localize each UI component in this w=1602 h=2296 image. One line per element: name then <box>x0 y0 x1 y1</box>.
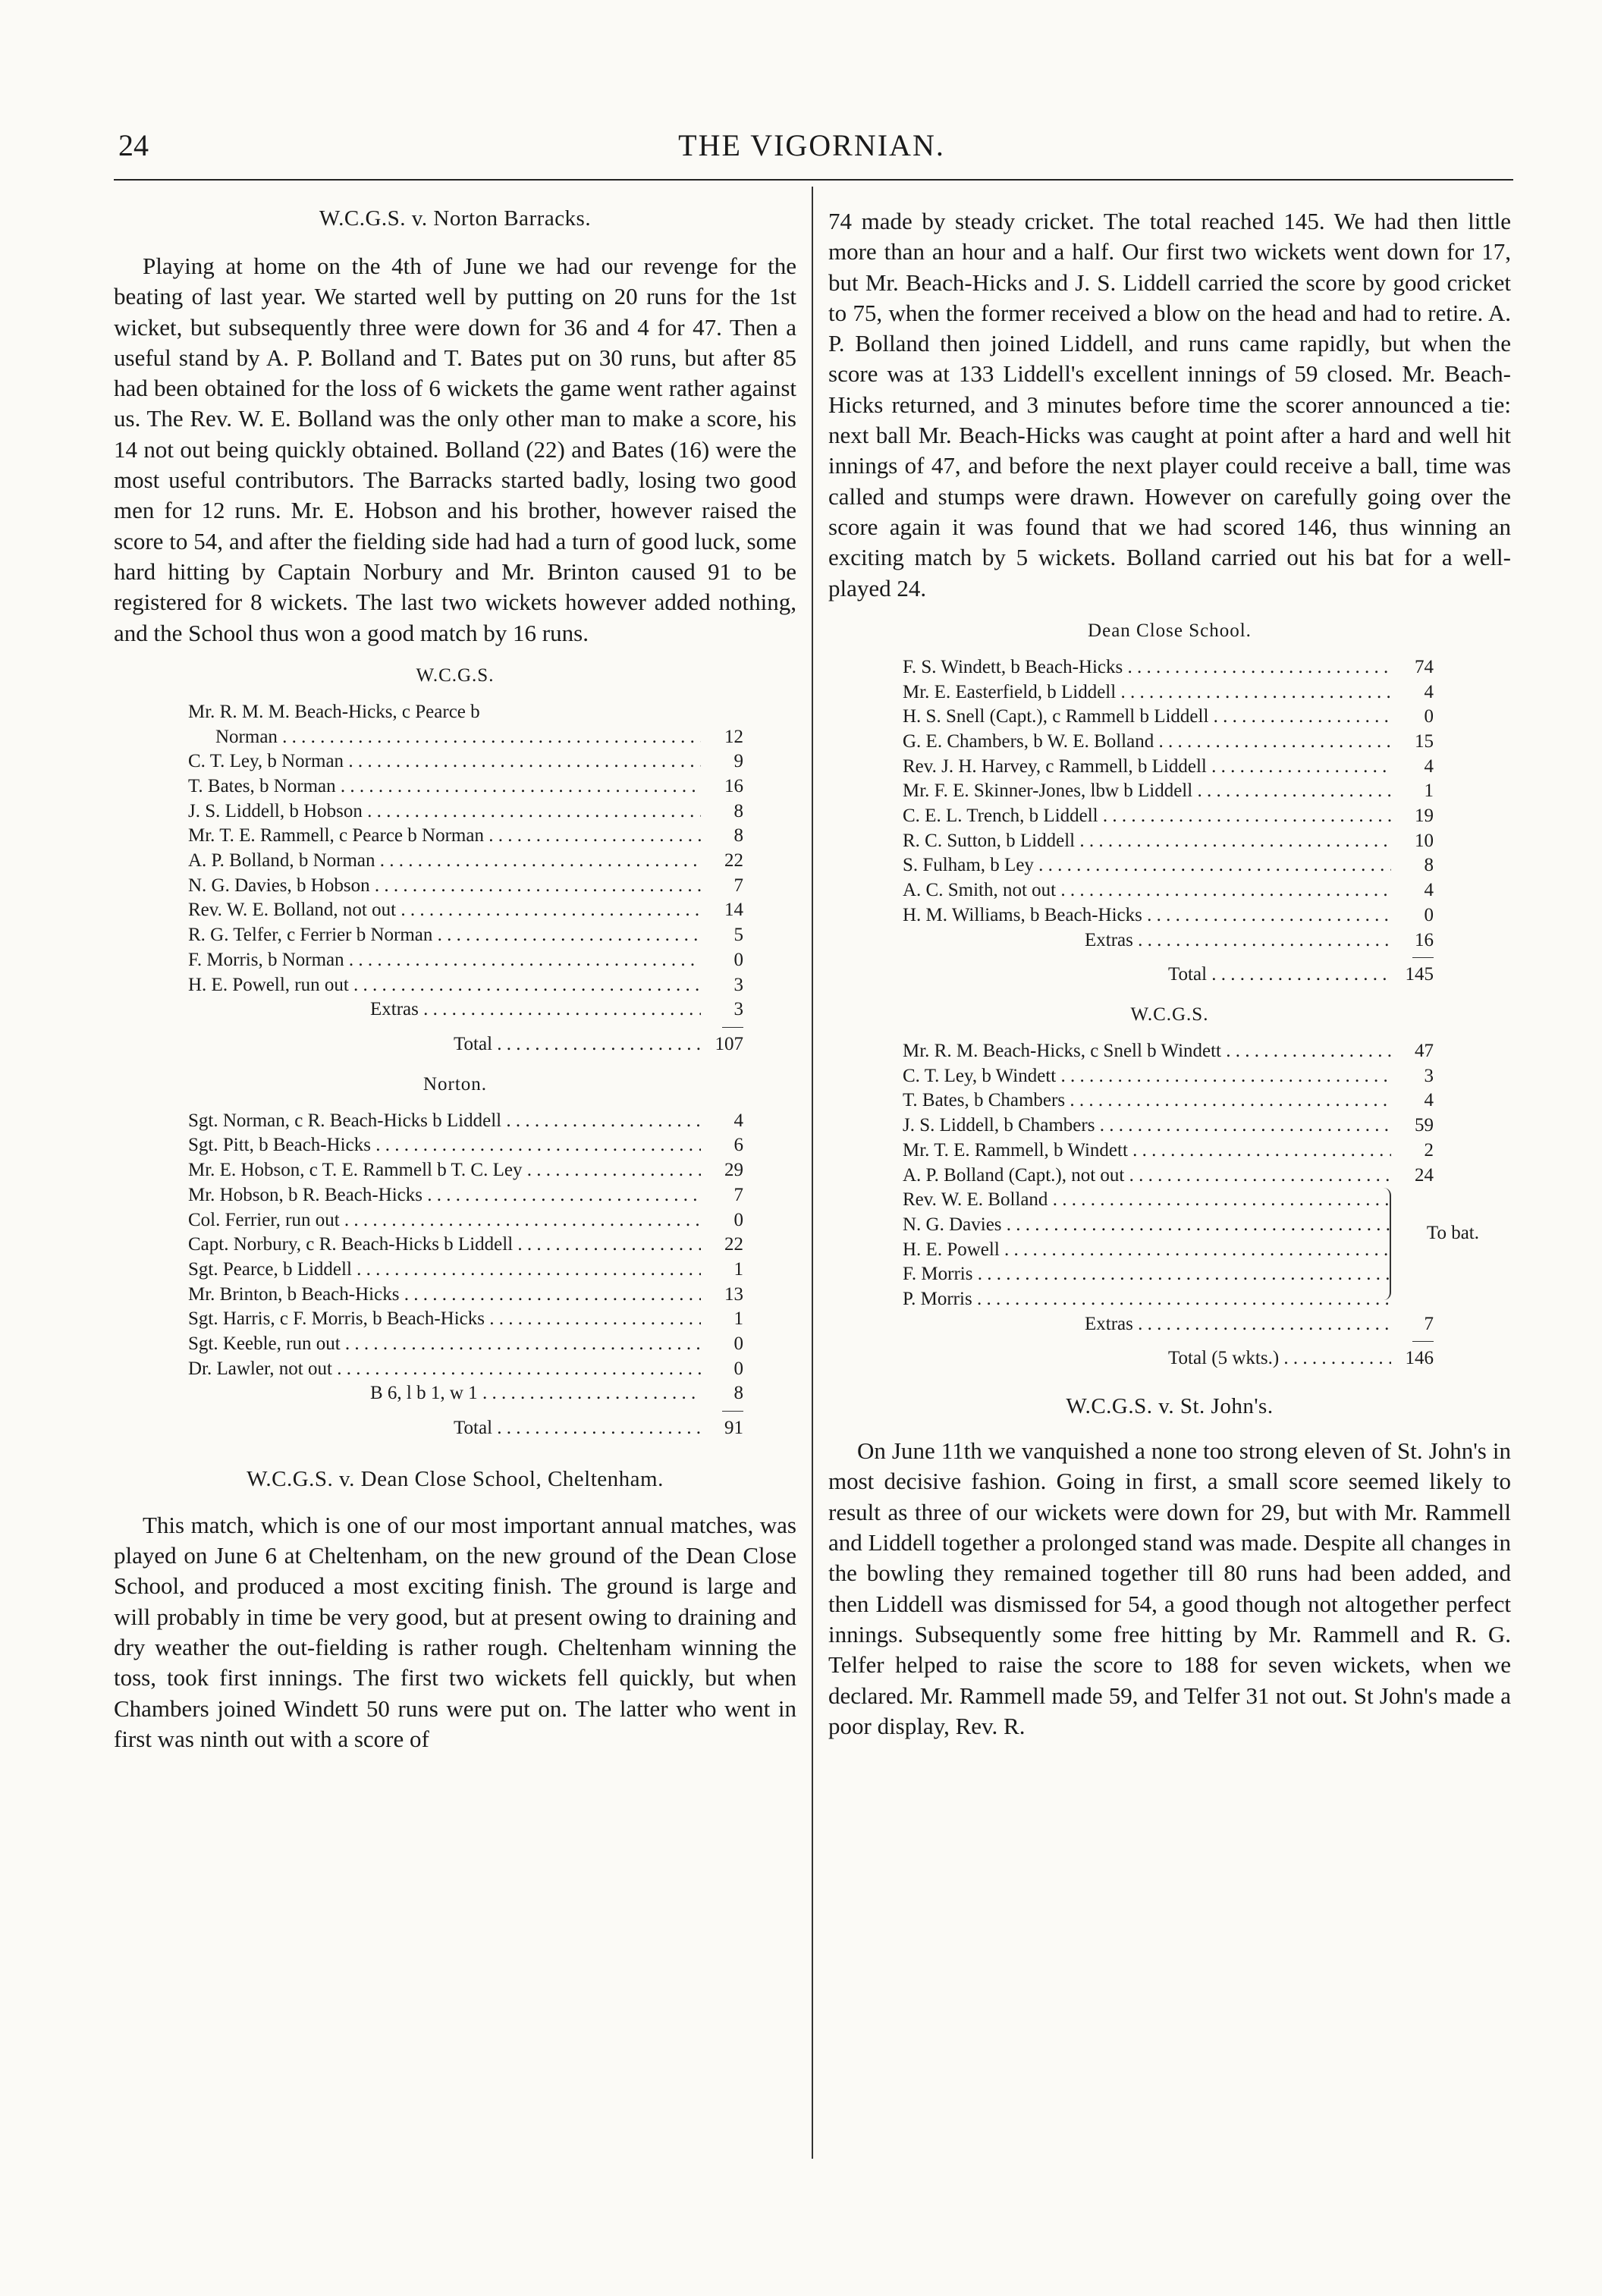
score-row <box>188 1109 743 1134</box>
batsman-name: Sgt. Harris, c F. Morris, b Beach-Hicks . . . <box>188 1307 701 1332</box>
score-row <box>188 849 743 874</box>
batsman-name: P. Morris . . . <box>903 1287 1391 1312</box>
batsman-name: Mr. Brinton, b Beach-Hicks . . . <box>188 1283 701 1308</box>
total-rule <box>722 1027 743 1028</box>
extras-row <box>903 1312 1434 1337</box>
total-runs: 145 <box>1405 964 1434 985</box>
extras-label: Extras . . . <box>903 928 1391 953</box>
score-row <box>188 1283 743 1308</box>
runs: 6 <box>733 1135 743 1156</box>
score-row <box>903 1139 1434 1164</box>
runs: 59 <box>1415 1115 1434 1136</box>
runs: 19 <box>1415 806 1434 827</box>
page-number: 24 <box>118 128 149 162</box>
batsman-name: G. E. Chambers, b W. E. Bolland . . . <box>903 730 1391 755</box>
total-label: Total . . . <box>188 1416 701 1441</box>
score-row <box>903 853 1434 878</box>
runs: 14 <box>724 900 743 921</box>
to-bat-row <box>903 1213 1434 1238</box>
total-row <box>188 1032 743 1057</box>
score-row <box>903 705 1434 730</box>
runs: 74 <box>1415 656 1434 677</box>
batsman-name: Norman . . . <box>188 725 701 750</box>
dean-wcgs-heading: W.C.G.S. <box>1130 1004 1209 1025</box>
score-row <box>188 1183 743 1208</box>
runs: 12 <box>724 726 743 747</box>
batsman-name: N. G. Davies, b Hobson . . . <box>188 874 701 899</box>
score-row <box>188 973 743 998</box>
batsman-name: A. P. Bolland (Capt.), not out . . . <box>903 1164 1391 1189</box>
runs: 4 <box>1424 880 1434 901</box>
batsman-name: H. S. Snell (Capt.), c Rammell b Liddell . . . <box>903 705 1391 730</box>
batsman-name: S. Fulham, b Ley . . . <box>903 853 1391 878</box>
norton-report: Playing at home on the 4th of June we had our revenge for the beating of last year. We started well by putting on 20 runs for the 1st wicket, but subsequently three were down for 36 and 4 for 47. Then a useful stand by A. P. Bolland and T. Bates put on 30 runs, but after 85 had been obtained for the loss of 6 wickets the game went rather against us. The Rev. W. E. Bolland was the only other man to make a score, his 14 not out being quickly obtained. Bolland (22) and Bates (16) were the most useful contributors. The Barracks started badly, losing two good men for 12 runs. Mr. E. Hobson and his brother, however raised the score to 54, and after the fielding side had had a turn of good luck, some hard hitting by Captain Norbury and Mr. Brinton caused 91 to be registered for 8 wickets. The last two wickets however added nothing, and the School thus won a good match by 16 runs. <box>114 253 796 646</box>
batsman-name: F. S. Windett, b Beach-Hicks . . . <box>903 655 1391 680</box>
total-runs: 107 <box>715 1034 743 1054</box>
runs: 9 <box>733 751 743 772</box>
score-row <box>188 1258 743 1283</box>
to-bat-label: To bat. <box>1426 1223 1479 1244</box>
score-row <box>188 1357 743 1382</box>
score-row <box>903 1088 1434 1113</box>
batsman-name: Mr. E. Easterfield, b Liddell . . . <box>903 680 1391 705</box>
runs: 24 <box>1415 1164 1434 1186</box>
runs: 0 <box>733 1358 743 1379</box>
total-rule <box>1412 1341 1434 1342</box>
to-bat-group <box>903 1188 1479 1312</box>
score-row <box>188 1208 743 1233</box>
batsman-name: Col. Ferrier, run out . . . <box>188 1208 701 1233</box>
norton-scorecard <box>188 1109 743 1441</box>
to-bat-row <box>903 1188 1434 1213</box>
header-rule <box>114 179 1513 181</box>
dean-close-report-part2: 74 made by steady cricket. The total reached 145. We had then little more than an hour and a half. Our first two wickets went down for 17, but Mr. Beach-Hicks and J. S. Liddell carried the score by good cricket to 75, when the former received a blow on the head and had to retire. A. P. Bolland then joined Liddell, and runs came rapidly, but when the score was at 133 Liddell's excellent innings of 59 closed. Mr. Beach-Hicks returned, and 3 minutes before time the scorer announced a tie: next ball Mr. Beach-Hicks was caught at point after a hard and well hit innings of 47, and before the next player could receive a ball, time was called and stumps were drawn. However on carefully going over the score again it was found that we had scored 146, thus winning an exciting match by 5 wickets. Bolland carried out his bat for a well-played 24. <box>828 208 1511 601</box>
score-row <box>903 730 1434 755</box>
batsman-name: Sgt. Keeble, run out . . . <box>188 1332 701 1357</box>
runs: 16 <box>1415 929 1434 950</box>
norton-wcgs-heading: W.C.G.S. <box>416 664 495 686</box>
to-bat-brace <box>1382 1188 1391 1300</box>
runs: 0 <box>1424 904 1434 925</box>
dean-close-scorecard <box>903 655 1434 988</box>
batsman-name: Mr. R. M. Beach-Hicks, c Snell b Windett . . . <box>903 1039 1391 1064</box>
runs: 1 <box>733 1258 743 1280</box>
score-row <box>188 1233 743 1258</box>
extras-row <box>188 1381 743 1406</box>
batsman-name: C. T. Ley, b Norman . . . <box>188 749 701 774</box>
score-row <box>188 898 743 923</box>
score-row <box>903 1113 1434 1139</box>
to-bat-row <box>903 1287 1434 1312</box>
runs: 10 <box>1415 830 1434 851</box>
runs: 4 <box>1424 681 1434 702</box>
score-row <box>903 1164 1434 1189</box>
runs: 7 <box>1424 1313 1434 1334</box>
extras-label: Extras . . . <box>903 1312 1391 1337</box>
runs: 0 <box>733 1209 743 1230</box>
batsman-name: Rev. J. H. Harvey, c Rammell, b Liddell . . . <box>903 755 1391 780</box>
score-row <box>903 779 1434 804</box>
column-divider <box>812 187 813 2159</box>
score-row <box>188 1158 743 1183</box>
runs: 3 <box>1424 1065 1434 1086</box>
score-row <box>903 1064 1434 1089</box>
batsman-name: Sgt. Norman, c R. Beach-Hicks b Liddell . . . <box>188 1109 701 1134</box>
batsman-name: Mr. T. E. Rammell, b Windett . . . <box>903 1139 1391 1164</box>
score-row <box>903 1039 1434 1064</box>
batsman-name: C. T. Ley, b Windett . . . <box>903 1064 1391 1089</box>
batsman-name: H. M. Williams, b Beach-Hicks . . . <box>903 903 1391 928</box>
runs: 1 <box>1424 781 1434 802</box>
dean-wcgs-scorecard <box>903 1039 1479 1371</box>
right-column <box>828 206 1511 1742</box>
total-label: Total . . . <box>903 963 1391 988</box>
batsman-name: F. Morris, b Norman . . . <box>188 948 701 973</box>
total-runs: 146 <box>1405 1348 1434 1369</box>
score-row <box>903 804 1434 829</box>
total-row <box>903 1346 1434 1371</box>
runs: 7 <box>733 1184 743 1205</box>
score-row <box>188 774 743 799</box>
runs: 0 <box>733 949 743 970</box>
runs: 2 <box>1424 1139 1434 1161</box>
runs: 8 <box>733 800 743 821</box>
score-row <box>903 755 1434 780</box>
runs: 8 <box>1424 855 1434 876</box>
batsman-name: H. E. Powell . . . <box>903 1238 1391 1263</box>
batsman-name: A. P. Bolland, b Norman . . . <box>188 849 701 874</box>
runs: 22 <box>724 1234 743 1255</box>
dean-close-title: W.C.G.S. v. Dean Close School, Cheltenham. <box>247 1466 664 1491</box>
runs: 15 <box>1415 730 1434 752</box>
runs: 3 <box>733 999 743 1020</box>
total-rule <box>1412 957 1434 958</box>
batsman-name: F. Morris . . . <box>903 1262 1391 1287</box>
score-row <box>903 655 1434 680</box>
running-title: THE VIGORNIAN. <box>678 128 945 162</box>
left-column <box>114 206 796 1754</box>
dean-close-team-heading: Dean Close School. <box>1088 620 1252 641</box>
runs: 5 <box>733 925 743 946</box>
to-bat-row <box>903 1238 1434 1263</box>
batsman-name: T. Bates, b Chambers . . . <box>903 1088 1391 1113</box>
batsman-name: Capt. Norbury, c R. Beach-Hicks b Liddell . . . <box>188 1233 701 1258</box>
norton-wcgs-scorecard <box>188 700 743 1057</box>
batsman-name: Mr. Hobson, b R. Beach-Hicks . . . <box>188 1183 701 1208</box>
batsman-name: R. C. Sutton, b Liddell . . . <box>903 829 1391 854</box>
score-row <box>188 1332 743 1357</box>
score-row <box>188 749 743 774</box>
dean-close-report-part1: This match, which is one of our most important annual matches, was played on June 6 at Cheltenham, on the new ground of the Dean Close School, and produced a most exciting finish. The ground is large and will probably in time be very good, but at present owing to draining and dry weather the out-fielding is rather rough. Cheltenham winning the toss, took first innings. The first two wickets fell quickly, but when Chambers joined Windett 50 runs were put on. The latter who went in first was ninth out with a score of <box>114 1511 796 1752</box>
score-row <box>188 824 743 849</box>
batsman-name: Rev. W. E. Bolland, not out . . . <box>188 898 701 923</box>
batsman-name: Dr. Lawler, not out . . . <box>188 1357 701 1382</box>
extras-row <box>188 997 743 1022</box>
runs: 0 <box>733 1333 743 1355</box>
extras-label: Extras . . . <box>188 997 701 1022</box>
runs: 4 <box>1424 755 1434 777</box>
batsman-name: J. S. Liddell, b Hobson . . . <box>188 799 701 824</box>
runs: 4 <box>733 1110 743 1131</box>
to-bat-row <box>903 1262 1434 1287</box>
norton-team-heading: Norton. <box>422 1073 488 1095</box>
score-row <box>188 799 743 824</box>
score-row <box>903 878 1434 903</box>
batsman-name: N. G. Davies . . . <box>903 1213 1391 1238</box>
page-header <box>114 127 1509 173</box>
batsman-name: J. S. Liddell, b Chambers . . . <box>903 1113 1391 1139</box>
batsman-name: Mr. E. Hobson, c T. E. Rammell b T. C. Ley . . . <box>188 1158 701 1183</box>
total-rule <box>722 1411 743 1412</box>
batsman-name: Mr. T. E. Rammell, c Pearce b Norman . . . <box>188 824 701 849</box>
batsman-name: R. G. Telfer, c Ferrier b Norman . . . <box>188 923 701 948</box>
runs: 29 <box>724 1160 743 1181</box>
runs: 22 <box>724 850 743 872</box>
score-row <box>903 829 1434 854</box>
batsman-name: A. C. Smith, not out . . . <box>903 878 1391 903</box>
batsman-name: Rev. W. E. Bolland . . . <box>903 1188 1391 1213</box>
runs: 16 <box>724 775 743 796</box>
batsman-name: H. E. Powell, run out . . . <box>188 973 701 998</box>
batsman-name: C. E. L. Trench, b Liddell . . . <box>903 804 1391 829</box>
score-row <box>188 923 743 948</box>
score-row <box>188 948 743 973</box>
st-johns-report: On June 11th we vanquished a none too strong eleven of St. John's in most decisive fashion. Going in first, a small score seemed likely to result as three of our wickets were down for 29, but with Mr. Rammell and Liddell together a prolonged stand was made. Despite all changes in the bowling they remained together till 80 runs had been added, and then Liddell was dismissed for 54, a good though not altogether perfect innings. Subsequently some free hitting by Mr. Rammell and R. G. Telfer helped to raise the score to 188 for seven wickets, when we declared. Mr. Rammell made 59, and Telfer 31 not out. St John's made a poor display, Rev. R. <box>828 1437 1511 1739</box>
runs: 0 <box>1424 706 1434 727</box>
st-johns-title: W.C.G.S. v. St. John's. <box>1066 1394 1274 1419</box>
total-runs: 91 <box>724 1418 743 1439</box>
runs: 3 <box>733 974 743 995</box>
total-row <box>903 963 1434 988</box>
batsman-name: Sgt. Pearce, b Liddell . . . <box>188 1258 701 1283</box>
runs: 47 <box>1415 1041 1434 1061</box>
batsman-name: Sgt. Pitt, b Beach-Hicks . . . <box>188 1133 701 1158</box>
total-row <box>188 1416 743 1441</box>
batsman-name: T. Bates, b Norman . . . <box>188 774 701 799</box>
runs: 4 <box>1424 1090 1434 1111</box>
runs: 8 <box>733 825 743 846</box>
score-row <box>903 903 1434 928</box>
score-row <box>188 874 743 899</box>
score-row <box>188 1133 743 1158</box>
score-row <box>188 1307 743 1332</box>
score-row <box>188 725 743 750</box>
total-label: Total (5 wkts.) . . . <box>903 1346 1391 1371</box>
runs: 7 <box>733 875 743 896</box>
extras-row <box>903 928 1434 953</box>
runs: 1 <box>733 1308 743 1330</box>
batsman-name: Mr. R. M. M. Beach-Hicks, c Pearce b <box>188 701 480 722</box>
runs: 8 <box>733 1383 743 1404</box>
extras-label: B 6, l b 1, w 1 . . . <box>188 1381 701 1406</box>
total-label: Total . . . <box>188 1032 701 1057</box>
score-row <box>188 700 743 725</box>
norton-title: W.C.G.S. v. Norton Barracks. <box>319 206 592 231</box>
batsman-name: Mr. F. E. Skinner-Jones, lbw b Liddell . . . <box>903 779 1391 804</box>
score-row <box>903 680 1434 705</box>
runs: 13 <box>724 1283 743 1305</box>
